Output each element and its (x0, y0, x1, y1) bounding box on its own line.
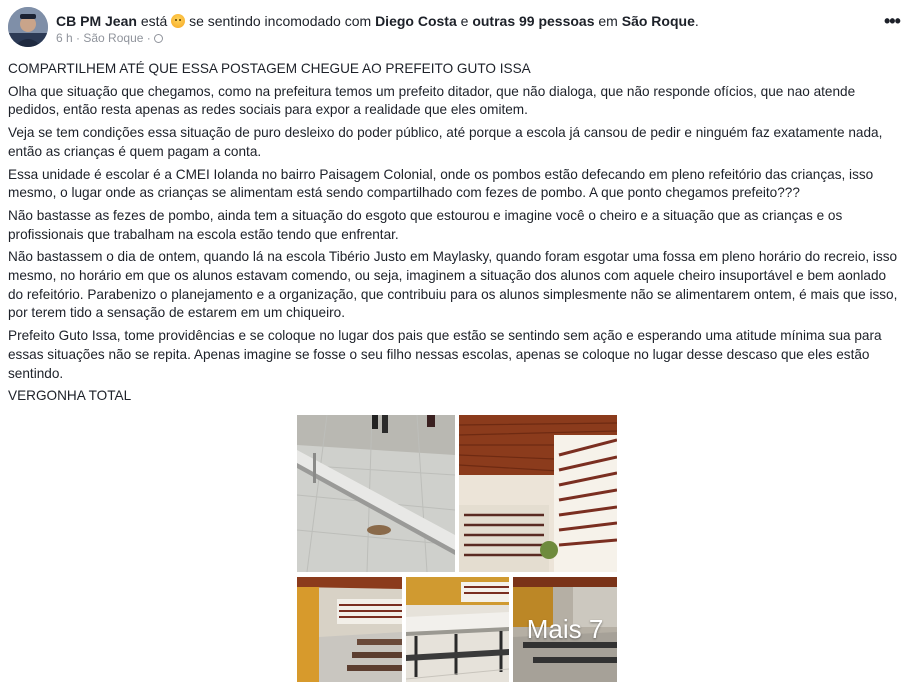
post-header (56, 12, 699, 30)
author-avatar[interactable] (8, 7, 48, 47)
timestamp-link[interactable]: 6 h (56, 31, 73, 45)
post-photo-more[interactable] (513, 577, 617, 682)
period-text: . (694, 13, 699, 29)
post-paragraph: Essa unidade é escolar é a CMEI Iolanda no bairro Paisagem Colonial, onde os pombos estão defecando em pleno refeitório das crianças, isso mesmo, o lugar onde as crianças se alimentam está sendo compartilhado com fezes de pombo. A que ponto chegamos prefeito??? (8, 166, 874, 201)
post-paragraph: Veja se tem condições essa situação de puro desleixo do poder público, até porque a escola já cansou de pedir e ninguém faz exatamente nada, então as crianças é quem pagam a conta. (8, 125, 883, 159)
disappointed-face-icon (171, 14, 185, 28)
post-paragraph: Olha que situação que chegamos, como na prefeitura temos um prefeito ditador, que não dialoga, que não responde ofícios, que nao atende pedidos, então resta apenas as redes sociais para expor a realidade que eles omitem. (8, 83, 856, 118)
post-photo-2[interactable] (459, 415, 617, 572)
separator-dot: · (146, 31, 151, 45)
post-meta (56, 30, 163, 46)
others-link[interactable]: outras 99 pessoas (472, 13, 595, 29)
post-photo-1[interactable] (297, 415, 455, 572)
separator-dot: · (76, 31, 81, 45)
globe-icon[interactable] (154, 34, 163, 43)
meta-location-link[interactable]: São Roque (83, 31, 144, 45)
post-text (8, 60, 904, 410)
location-link[interactable]: São Roque (621, 13, 695, 29)
more-photos-label: Mais 7 (526, 614, 604, 644)
esta-text: está (140, 13, 168, 29)
conjunction-text: e (460, 13, 469, 29)
post-paragraph: Prefeito Guto Issa, tome providências e se coloque no lugar dos pais que estão se sentindo sem ação e esperando uma atitude mínima sua para essas situações não se repita. Apenas imagine se fosse o seu filho nessas escolas, apenas se coloque no lugar desse descaso que eles estão sentindo. (8, 328, 882, 381)
post-paragraph: VERGONHA TOTAL (8, 388, 132, 404)
preposition-text: em (598, 13, 618, 29)
tagged-person-link[interactable]: Diego Costa (375, 13, 457, 29)
post-photo-3[interactable] (297, 577, 402, 682)
feeling-text: se sentindo incomodado com (189, 13, 372, 29)
post-paragraph: COMPARTILHEM ATÉ QUE ESSA POSTAGEM CHEGUE AO PREFEITO GUTO ISSA (8, 61, 531, 76)
author-name-link[interactable]: CB PM Jean (56, 13, 137, 29)
post-photo-4[interactable] (406, 577, 509, 682)
post-paragraph: Não bastassem o dia de ontem, quando lá na escola Tibério Justo em Maylasky, quando foram esgotar uma fossa em pleno horário do recreio, isso mesmo, no horário em que os alunos estavam comendo, ou seja, imaginem a situação dos alunos com aquele cheiro insuportável e bem aonlado do refeitório. Parabenizo o planejamento e a organização, que contribuiu para os alunos simplesmente não se alimentarem ontem, é mais que isso, por terem tido a sensação de estarem em um chiqueiro. (8, 249, 898, 321)
post-paragraph: Não bastasse as fezes de pombo, ainda tem a situação do esgoto que estourou e imagine você o cheiro e a situação que as crianças e os profissionais que trabalham na escola estão tendo que enfrentar. (8, 207, 843, 242)
more-photos-overlay[interactable] (513, 577, 617, 682)
more-options-icon[interactable]: ••• (884, 11, 900, 31)
